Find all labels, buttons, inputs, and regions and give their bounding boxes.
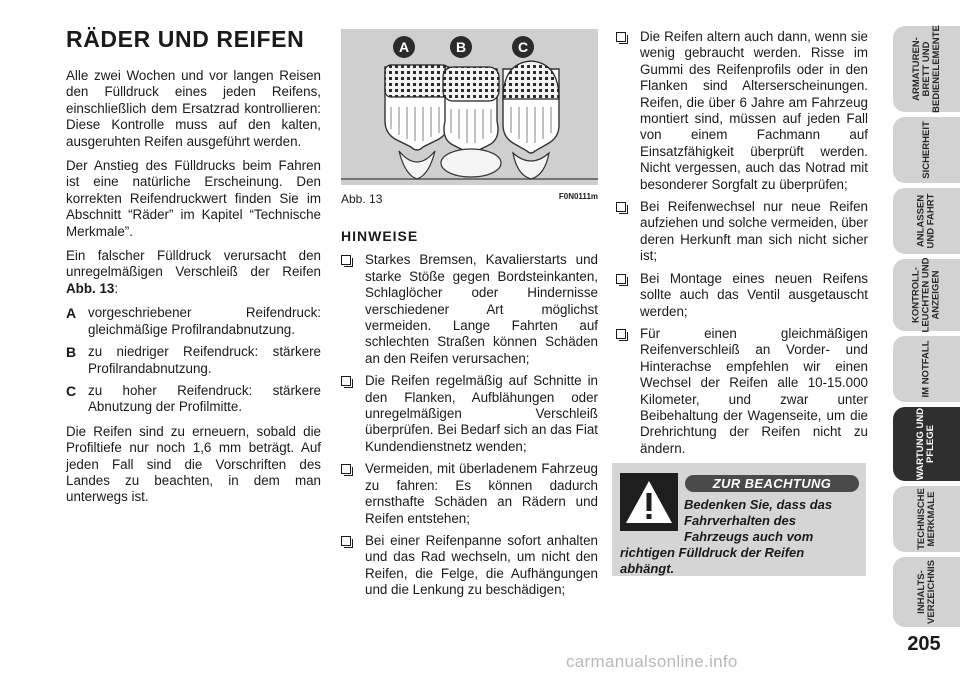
label-b-badge [450, 36, 472, 58]
page-number: 205 [907, 633, 941, 655]
label-a-badge [393, 36, 415, 58]
tab-label: KONTROLL- LEUCHTEN UND ANZEIGEN [910, 257, 942, 333]
list-item [341, 373, 598, 455]
watermark: carmanualsonline.info [566, 652, 738, 671]
column-right [616, 29, 868, 465]
list-text: Die Reifen altern auch dann, wenn sie wenig gebraucht werden. Risse im Gummi des Reifenprofils oder in den Flanken sind Alterserscheinungen. Reifen, die über 6 Jahre am Fahrzeug montiert sind, müssen auf jeden Fall von einem Fachmann auf Einsatzfähigkeit überprüft werden. Nicht vergessen, auch das Notrad mit besonderer Sorgfalt zu überprüfen; [640, 29, 868, 192]
checkbox-bullet-icon [616, 202, 626, 212]
list-text: Die Reifen regelmäßig auf Schnitte in den Flanken, Aufblähungen oder unregelmäßigen Verschleiß überprüfen. Bei Bedarf sich an das Fiat Kundendienstnetz wenden; [365, 373, 598, 454]
tab-label: WARTUNG UND PFLEGE [915, 407, 937, 481]
tab-kontrollleuchten[interactable] [893, 259, 960, 331]
figure-caption [341, 192, 598, 206]
list-text: Bei einer Reifenpanne sofort anhalten und das Rad wechseln, um nicht den Reifen, die Felge, die Aufhängungen und die Lenkung zu beschädigen; [365, 532, 598, 598]
list-text: vorgeschriebener Reifendruck: gleichmäßige Profilrandabnutzung. [88, 305, 321, 337]
list-text: zu niedriger Reifendruck: stärkere Profilrandabnutzung. [88, 344, 321, 376]
tab-technische-merkmale[interactable] [893, 486, 960, 552]
label-b: B [455, 39, 467, 55]
list-item [341, 533, 598, 599]
checkbox-bullet-icon [616, 32, 626, 42]
tab-label: INHALTS- VERZEICHNIS [915, 560, 937, 624]
list-item [616, 199, 868, 265]
label-c: C [517, 39, 529, 55]
list-text: Bei Reifenwechsel nur neue Reifen aufziehen und solche vermeiden, über deren Herkunft man sich nicht sicher ist; [640, 199, 868, 264]
figure-code: F0N0111m [558, 192, 598, 201]
section-heading: HINWEISE [341, 228, 419, 244]
list-item [341, 461, 598, 527]
list-text: Für einen gleichmäßigen Reifenverschleiß an Vorder- und Hinterachse empfehlen wir einen Wechsel der Reifen alle 10-15.000 Kilometer, und zwar unter Beibehaltung der Wagenseite, um die Drehrichtung der Reifen nicht zu ändern. [640, 325, 868, 456]
tab-sicherheit[interactable] [893, 117, 960, 183]
list-item [66, 305, 321, 338]
figure-caption-text: Abb. 13 [341, 192, 383, 206]
list-text: Bei Montage eines neuen Reifens sollte auch das Ventil ausgetauscht werden; [640, 270, 868, 319]
paragraph: Die Reifen sind zu erneuern, sobald die Profiltiefe nur noch 1,6 mm beträgt. Auf jeden Fall sind die Vorschriften des Landes zu beachten, in dem man unterwegs ist. [66, 423, 321, 505]
list-text: Vermeiden, mit überladenem Fahrzeug zu fahren: Es können dadurch ernsthafte Schäden an Rädern und Reifen entstehen; [365, 461, 598, 526]
checkbox-bullet-icon [341, 255, 351, 265]
paragraph-text: Ein falscher Fülldruck verursacht den unregelmäßigen Verschleiß der Reifen [66, 248, 321, 280]
tire-c [503, 61, 559, 179]
list-item [616, 326, 868, 457]
tab-label: ARMATUREN- BRETT UND BEDIENELEMENTE [910, 25, 942, 113]
tire-a [385, 65, 449, 179]
tab-anlassen[interactable] [893, 188, 960, 254]
paragraph: Der Anstieg des Fülldrucks beim Fahren ist eine natürliche Erscheinung. Den korrekten Reifendruckwert finden Sie im Abschnitt “Räder” im Kapitel “Technische Merkmale”. [66, 158, 321, 239]
figure-reference[interactable]: Abb. 13 [66, 280, 115, 296]
paragraph: Alle zwei Wochen und vor langen Reisen den Fülldruck eines jeden Reifens, einschließlich dem Ersatzrad kontrollieren: Diese Kontrolle muss auf den kalten, ausgeruhten Reifen ausgeführt werden. [66, 68, 321, 149]
pressure-list [66, 305, 321, 415]
tab-label: ANLASSEN UND FAHRT [915, 193, 937, 249]
checkbox-bullet-icon [616, 274, 626, 284]
warning-badge: ZUR BEACHTUNG [685, 475, 859, 492]
list-text: zu hoher Reifendruck: stärkere Abnutzung der Profilmitte. [88, 382, 321, 415]
tab-label: SICHERHEIT [920, 121, 932, 179]
list-marker: C [66, 382, 77, 399]
paragraph [66, 248, 321, 297]
paragraph-text: : [114, 280, 119, 296]
list-item [341, 252, 598, 367]
tab-label: TECHNISCHE MERKMALE [915, 488, 937, 550]
list-item [616, 271, 868, 320]
tire-illustration-svg [341, 29, 598, 185]
list-text: Starkes Bremsen, Kavalierstarts und starke Stöße gegen Bordsteinkanten, Schlaglöcher oder Hindernisse verschiedener Art möglichst vermeiden. Lange Fahrten auf schlechten Straßen können Schäden an den Reifen verursachen; [365, 252, 598, 366]
column-middle [341, 228, 598, 607]
tab-label: IM NOTFALL [920, 340, 932, 398]
tab-wartung-und-pflege[interactable] [893, 407, 960, 481]
checkbox-bullet-icon [341, 536, 351, 546]
list-item [66, 383, 321, 416]
warning-text [620, 497, 860, 577]
checkbox-bullet-icon [341, 376, 351, 386]
column-left [66, 68, 321, 514]
list-item [66, 344, 321, 377]
list-marker: A [66, 305, 77, 322]
list-marker: B [66, 344, 77, 361]
hints-list [341, 252, 598, 598]
checkbox-bullet-icon [341, 464, 351, 474]
list-item [616, 29, 868, 193]
label-a: A [398, 39, 410, 55]
tire-wear-illustration [341, 29, 598, 185]
checkbox-bullet-icon [616, 329, 626, 339]
tab-armaturenbrett[interactable] [893, 26, 960, 112]
tab-inhaltsverzeichnis[interactable] [893, 557, 960, 627]
warning-box [612, 463, 866, 576]
label-c-badge [512, 36, 534, 58]
tire-b [441, 67, 501, 177]
page-title: RÄDER UND REIFEN [66, 26, 305, 52]
warning-text-content: Bedenken Sie, dass das Fahrverhalten des Fahrzeugs auch vom richtigen Fülldruck der Reifen abhängt. [620, 497, 833, 576]
hints-list-continued [616, 29, 868, 457]
tab-im-notfall[interactable] [893, 336, 960, 402]
